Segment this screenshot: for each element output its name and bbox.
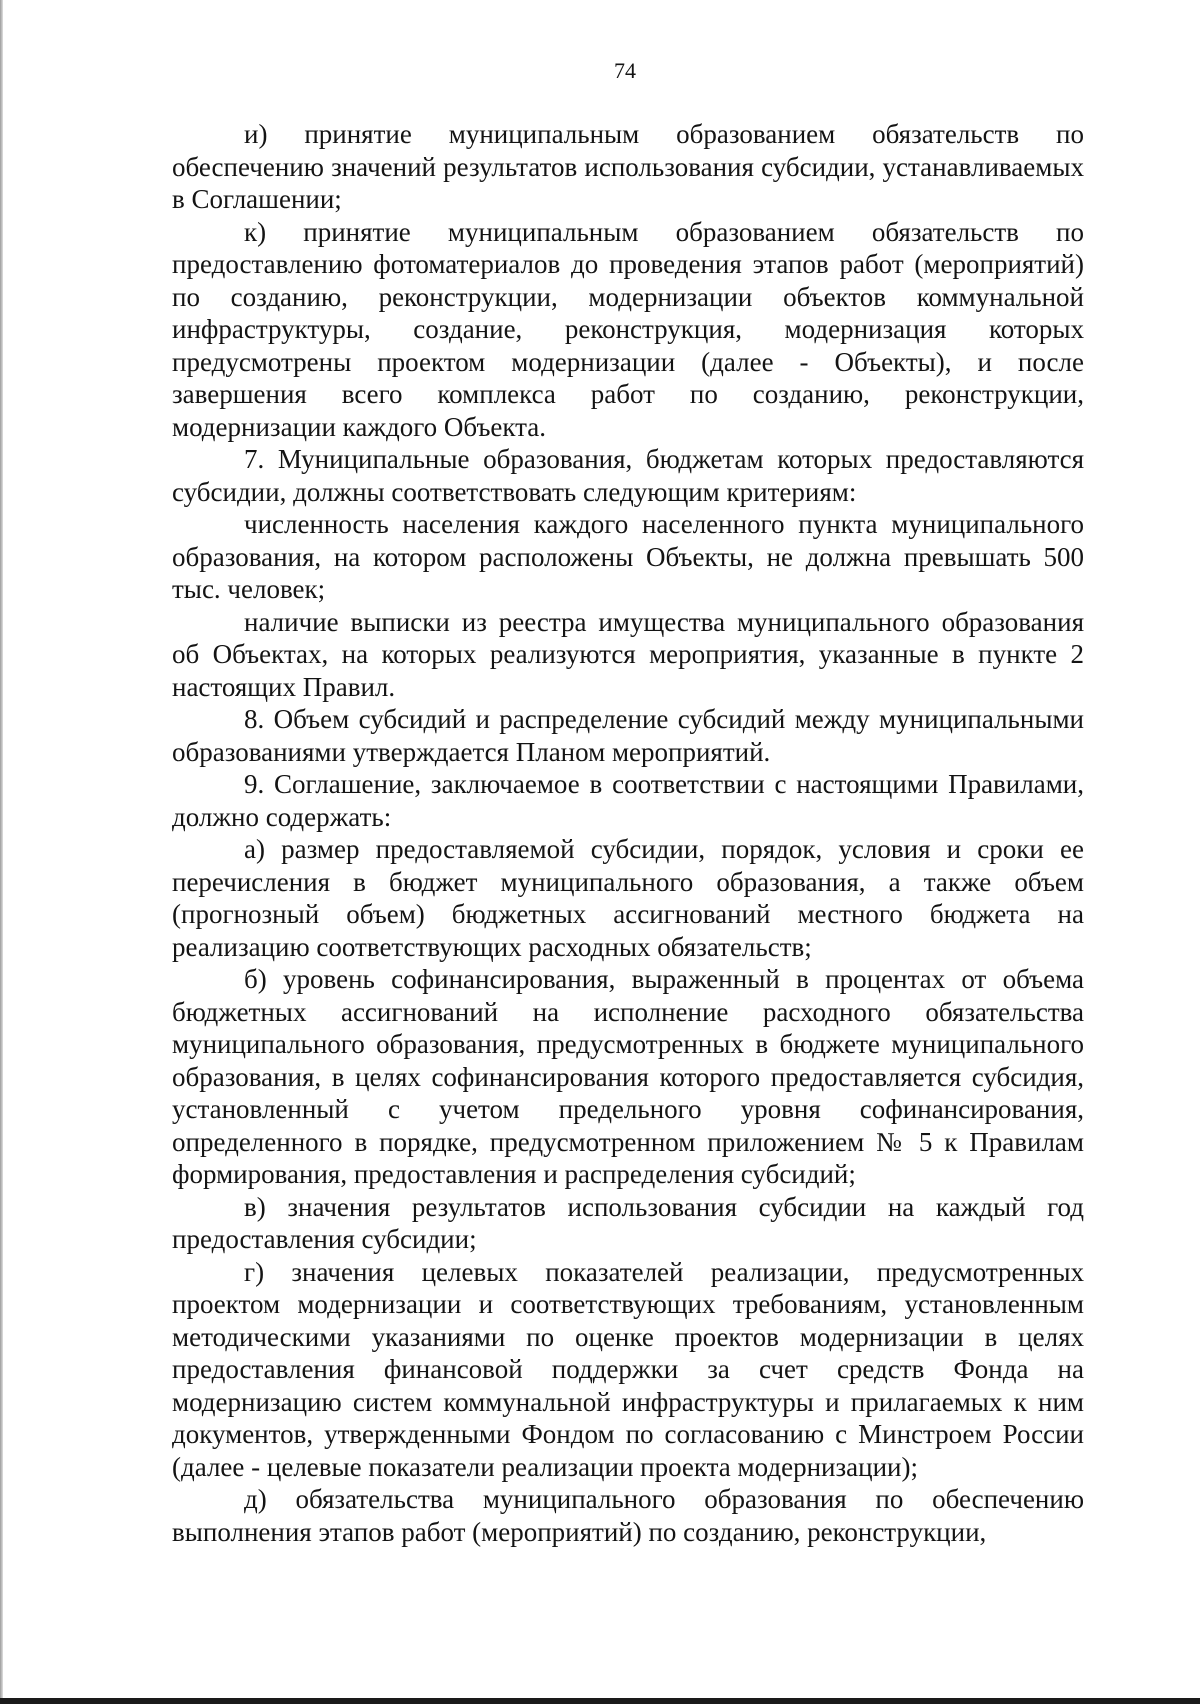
paragraph-item-a: а) размер предоставляемой субсидии, порядок, условия и сроки ее перечисления в бюджет муниципального образования, а также объем (прогнозный объем) бюджетных ассигнований местного бюджета на реализацию соответствующих расходных обязательств; xyxy=(172,834,1084,962)
paragraph-item-v: в) значения результатов использования субсидии на каждый год предоставления субсидии; xyxy=(172,1191,1084,1254)
paragraph-section-8: 8. Объем субсидий и распределение субсидий между муниципальными образованиями утверждается Планом мероприятий. xyxy=(172,704,1084,767)
paragraph-item-g: г) значения целевых показателей реализации, предусмотренных проектом модернизации и соответствующих требованиям, установленным методическими указаниями по оценке проектов модернизации в целях предоставления финансовой поддержки за счет средств Фонда на модернизацию систем коммунальной инфраструктуры и прилагаемых к ним документов, утвержденными Фондом по согласованию с Минстроем России (далее - целевые показатели реализации проекта модернизации); xyxy=(172,1256,1084,1482)
paragraph-criterion-registry: наличие выписки из реестра имущества муниципального образования об Объектах, на которых реализуются мероприятия, указанные в пункте 2 настоящих Правил. xyxy=(172,606,1084,702)
page-number: 74 xyxy=(614,58,636,83)
scan-edge-left xyxy=(0,0,3,1704)
paragraph-criterion-population: численность населения каждого населенного пункта муниципального образования, на котором расположены Объекты, не должна превышать 500 тыс. человек; xyxy=(172,509,1084,604)
paragraph-item-i: и) принятие муниципальным образованием обязательств по обеспечению значений результатов использования субсидии, устанавливаемых в Соглашении; xyxy=(172,119,1084,214)
paragraph-item-d: д) обязательства муниципального образования по обеспечению выполнения этапов работ (мероприятий) по созданию, реконструкции, xyxy=(172,1484,1084,1547)
paragraph-item-k: к) принятие муниципальным образованием обязательств по предоставлению фотоматериалов до проведения этапов работ (мероприятий) по созданию, реконструкции, модернизации объектов коммунальной инфраструктуры, создание, реконструкция, модернизация которых предусмотрены проектом модернизации (далее - Объекты), и после завершения всего комплекса работ по созданию, реконструкции, модернизации каждого Объекта. xyxy=(172,216,1084,442)
paragraph-item-b: б) уровень софинансирования, выраженный в процентах от объема бюджетных ассигнований на исполнение расходного обязательства муниципального образования, предусмотренных в бюджете муниципального образования, в целях софинансирования которого предоставляется субсидия, установленный с учетом предельного уровня софинансирования, определенного в порядке, предусмотренном приложением № 5 к Правилам формирования, предоставления и распределения субсидий; xyxy=(172,964,1084,1189)
paragraph-section-7: 7. Муниципальные образования, бюджетам которых предоставляются субсидии, должны соответствовать следующим критериям: xyxy=(172,444,1084,507)
document-body xyxy=(172,118,1084,1548)
scan-edge-bottom xyxy=(0,1698,1200,1704)
paragraph-section-9: 9. Соглашение, заключаемое в соответствии с настоящими Правилами, должно содержать: xyxy=(172,769,1084,832)
